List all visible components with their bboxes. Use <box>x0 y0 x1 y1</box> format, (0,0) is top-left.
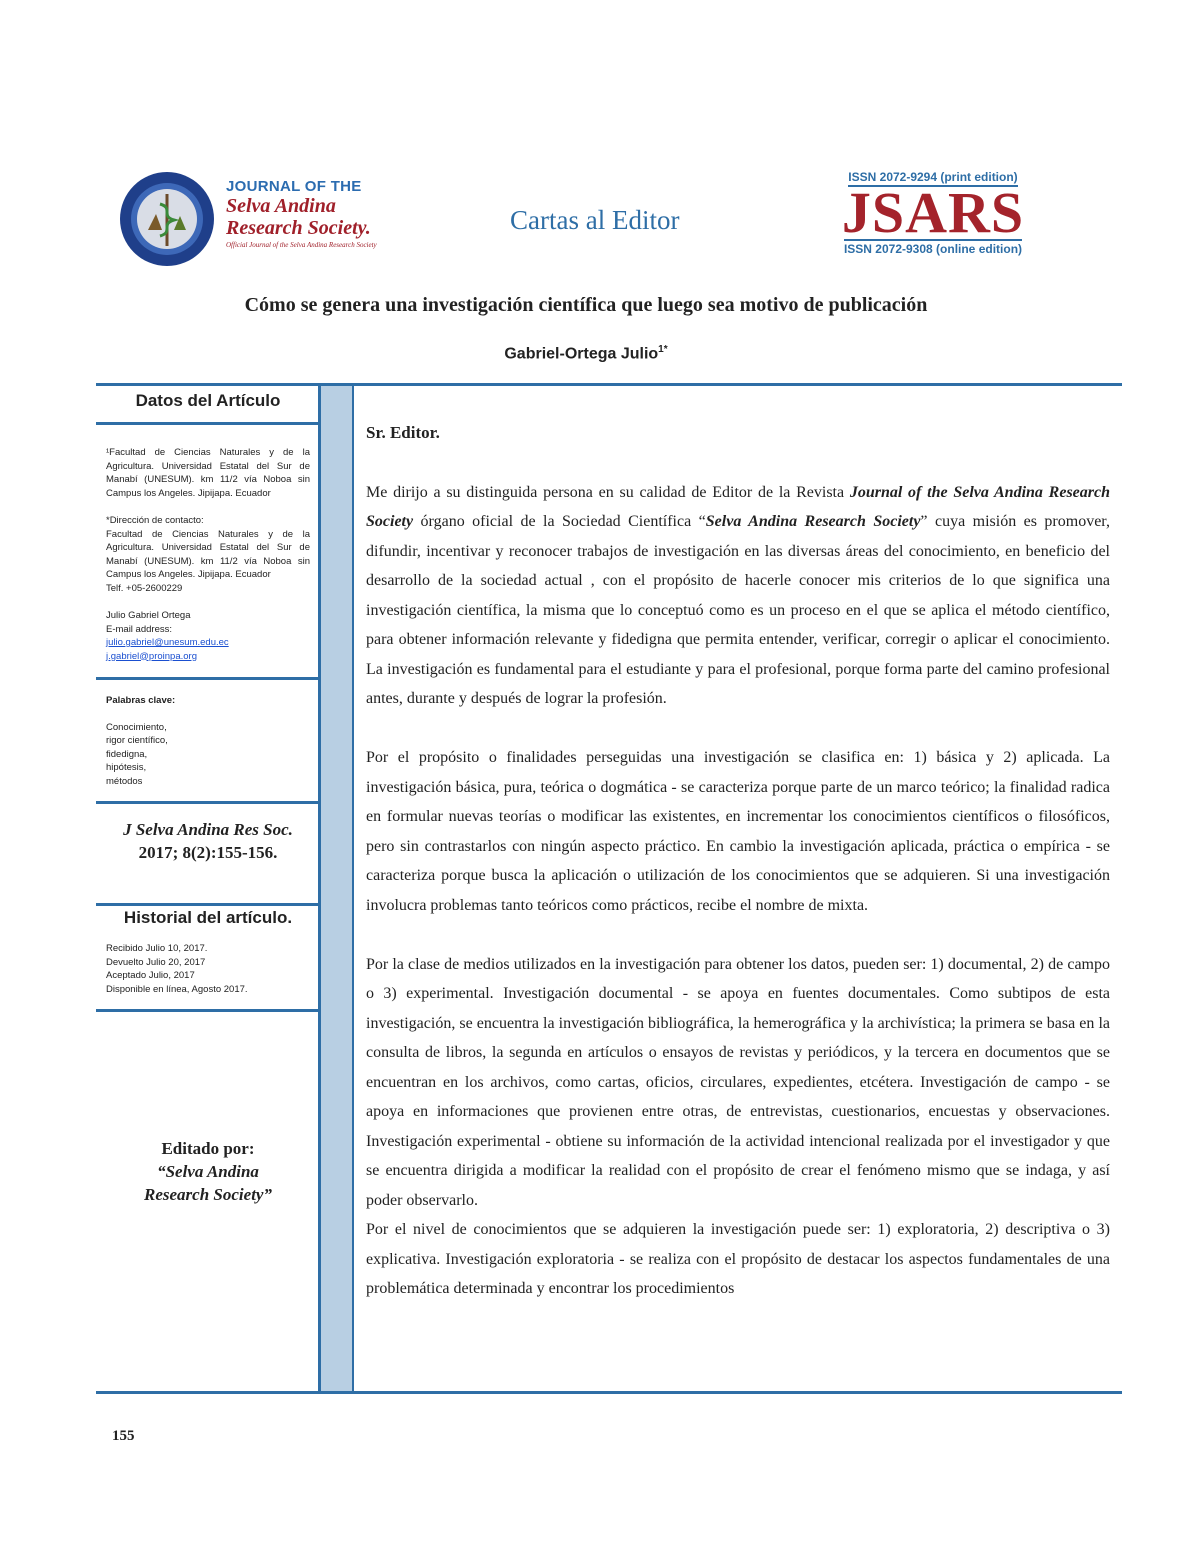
sidebar-heading: Datos del Artículo <box>135 391 281 410</box>
keywords-block <box>106 694 310 788</box>
history-heading: Historial del artículo. <box>123 908 293 927</box>
sidebar-rule <box>96 903 318 906</box>
author-superscript: 1* <box>658 344 668 355</box>
top-rule <box>96 383 1122 386</box>
journal-wordmark <box>226 178 426 249</box>
bottom-rule <box>96 1391 1122 1394</box>
gutter-border <box>352 386 354 1391</box>
letter-body <box>366 418 1110 1304</box>
column-gutter <box>321 386 352 1391</box>
journal-line4: Official Journal of the Selva Andina Research Society <box>226 241 377 249</box>
history-item: Aceptado Julio, 2017 <box>106 970 195 981</box>
history-block <box>106 942 310 996</box>
sidebar-rule <box>96 1009 318 1012</box>
keyword-item: rigor científico, <box>106 735 168 746</box>
author-name: Gabriel-Ortega Julio <box>504 345 659 363</box>
edited-by-block <box>106 1137 310 1206</box>
journal-line2: Selva Andina <box>226 195 336 217</box>
issn-online: ISSN 2072-9308 (online edition) <box>844 239 1022 256</box>
journal-line3: Research Society. <box>226 217 371 239</box>
keywords-label: Palabras clave: <box>106 695 176 706</box>
affiliation-block <box>106 446 310 663</box>
page-number: 155 <box>112 1428 135 1444</box>
contact-address: Facultad de Ciencias Naturales y de la Agricultura. Universidad Estatal del Sur de Manabí (UNESUM). km 11/2 vía Noboa sin Campus los Angeles. Jipijapa. Ecuador <box>106 528 310 580</box>
email-link-2[interactable]: j.gabriel@proinpa.org <box>106 650 197 662</box>
citation-block <box>106 818 310 864</box>
p1-text-a: Me dirijo a su distinguida persona en su calidad de Editor de la Revista <box>366 483 850 501</box>
keyword-item: hipótesis, <box>106 762 147 773</box>
p1-journal-name: Journal of the Selva Andina Research Society <box>366 483 1110 530</box>
email-link-1[interactable]: julio.gabriel@unesum.edu.ec <box>106 637 229 648</box>
p1-text-c: ” cuya misión es promover, difundir, incentivar y reconocer trabajos de investigación en las diversas áreas del conocimiento, en beneficio del desarrollo de la sociedad actual , con el propósito de hacerle conocer mis criterios de lo que significa una investigación científica, la misma que lo conceptuó como es un proceso en el que se aplica el método científico, para obtener información relevante y fidedigna que permita entender, verificar, corregir o aplicar el conocimiento. La investigación es fundamental para el estudiante y para el profesional, porque forma parte del camino profesional antes, durante y después de lograr la profesión. <box>366 513 1110 707</box>
keyword-item: fidedigna, <box>106 748 148 760</box>
edited-by-line1: “Selva Andina <box>157 1162 259 1181</box>
contact-phone: Telf. +05-2600229 <box>106 582 183 594</box>
email-label: E-mail address: <box>106 623 172 635</box>
contact-label: *Dirección de contacto: <box>106 515 204 526</box>
history-item: Recibido Julio 10, 2017. <box>106 943 208 954</box>
sidebar-rule <box>96 422 318 425</box>
paragraph-4: Por el nivel de conocimientos que se adquieren la investigación puede ser: 1) exploratoria, 2) descriptiva o 3) explicativa. Investigación exploratoria - se realiza con el propósito de destacar los aspectos fundamentales de una problemática determinada y encontrar los procedimientos <box>366 1221 1110 1297</box>
p1-society-name: Selva Andina Research Society <box>705 513 921 530</box>
citation-journal: J Selva Andina Res Soc. <box>123 820 293 839</box>
article-title: Cómo se genera una investigación científica que luego sea motivo de publicación <box>244 294 928 316</box>
sidebar-rule <box>96 801 318 804</box>
keyword-item: Conocimiento, <box>106 721 167 733</box>
paragraph-2: Por el propósito o finalidades perseguidas una investigación se clasifica en: 1) básica y 2) aplicada. La investigación básica, pura, teórica o dogmática - se caracteriza porque parte de un marco teórico; la finalidad radica en formular nuevas teorías o modificar las existentes, en incrementar los conocimientos científicos o filosóficos, pero sin contrastarlos con ningún aspecto práctico. En cambio la investigación aplicada, práctica o empírica - se caracteriza porque busca la aplicación o utilización de los conocimientos que se adquieren. Si una investigación involucra problemas tanto teóricos como prácticos, recibe el nombre de mixta. <box>366 749 1110 914</box>
p1-text-b: órgano oficial de la Sociedad Científica “ <box>413 513 706 530</box>
sidebar-rule <box>96 677 318 680</box>
journal-seal-logo <box>118 170 216 268</box>
salutation: Sr. Editor. <box>366 423 440 442</box>
history-item: Disponible en línea, Agosto 2017. <box>106 983 248 995</box>
article-author <box>0 344 1172 363</box>
journal-line1: JOURNAL OF THE <box>226 178 362 195</box>
jsars-logo-block <box>828 170 1038 256</box>
edited-by-line2: Research Society” <box>144 1185 272 1204</box>
section-label: Cartas al Editor <box>510 205 680 235</box>
affiliation-text: ¹Facultad de Ciencias Naturales y de la Agricultura. Universidad Estatal del Sur de Manabí (UNESUM). km 11/2 vía Noboa sin Campus los Angeles. Jipijapa. Ecuador <box>106 447 310 499</box>
keyword-item: métodos <box>106 775 143 787</box>
paragraph-3: Por la clase de medios utilizados en la investigación para obtener los datos, pueden ser: 1) documental, 2) de campo o 3) experimental. Investigación documental - se apoya en fuentes documentales. Como subtipos de esta investigación, se encuentra la investigación bibliográfica, la hemerográfica y la archivística; la primera se basa en la consulta de libros, la segunda en artículos o ensayos de revistas y periódicos, y la tercera en documentos que se encuentran en los archivos, como cartas, oficios, circulares, expedientes, etcétera. Investigación de campo - se apoya en informaciones que provienen entre otras, de entrevistas, cuestionarios, encuestas y observaciones. Investigación experimental - obtiene su información de la actividad intencional realizada por el investigador y que se encuentra dirigida a modificar la realidad con el propósito de crear el fenómeno mismo que se indaga, y así poder observarlo. <box>366 955 1110 1209</box>
edited-label: Editado por: <box>161 1139 255 1158</box>
history-item: Devuelto Julio 20, 2017 <box>106 956 206 968</box>
citation-ref: 2017; 8(2):155-156. <box>138 843 278 862</box>
contact-name: Julio Gabriel Ortega <box>106 610 191 621</box>
paragraph-1 <box>366 478 1110 714</box>
jsars-logo: JSARS <box>841 180 1025 245</box>
issn-print: ISSN 2072-9294 (print edition) <box>848 170 1017 187</box>
